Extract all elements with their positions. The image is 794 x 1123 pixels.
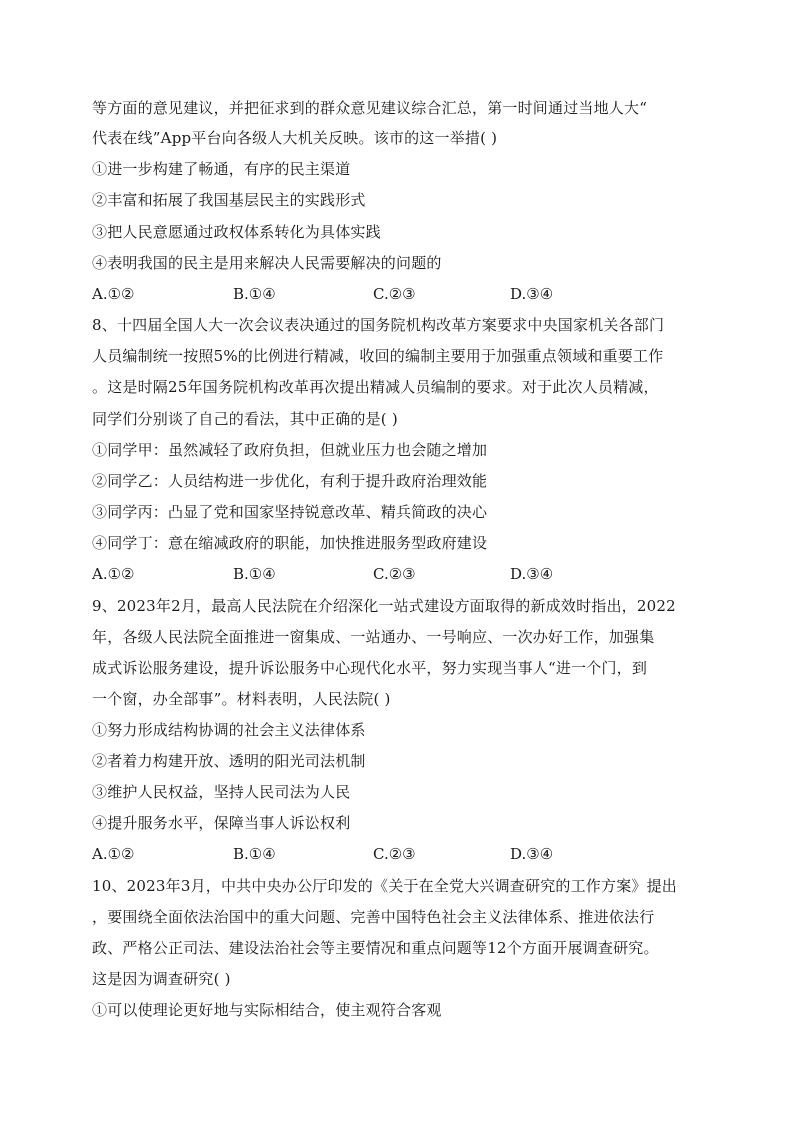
- q8-option-a[interactable]: A.①②: [92, 565, 135, 583]
- q10-statement-1: ①可以使理论更好地与实际相结合，使主观符合客观: [92, 1001, 442, 1019]
- q9-options: [92, 844, 712, 864]
- q9-stem-line-1: 9、2023年2月，最高人民法院在介绍深化一站式建设方面取得的新成效时指出，2022: [92, 597, 676, 615]
- q8-stem-line-2: 人员编制统一按照5%的比例进行精减，收回的编制主要用于加强重点领域和重要工作: [92, 347, 664, 365]
- q9-stem-line-3: 成式诉讼服务建设，提升诉讼服务中心现代化水平，努力实现当事人“进一个门，到: [92, 659, 648, 677]
- q7-statement-4: ④表明我国的民主是用来解决人民需要解决的问题的: [92, 254, 442, 272]
- q7-stem-line-1: 等方面的意见建议，并把征求到的群众意见建议综合汇总，第一时间通过当地人大“: [92, 99, 648, 117]
- q9-statement-4: ④提升服务水平，保障当事人诉讼权利: [92, 814, 351, 832]
- q7-stem-line-2: 代表在线”App平台向各级人大机关反映。该市的这一举措( ): [92, 129, 498, 147]
- q7-option-d[interactable]: D.③④: [510, 285, 554, 303]
- q9-stem-line-2: 年，各级人民法院全面推进一窗集成、一站通办、一号响应、一次办好工作，加强集: [92, 628, 655, 646]
- q9-statement-3: ③维护人民权益，坚持人民司法为人民: [92, 783, 351, 801]
- q7-statement-3: ③把人民意愿通过政权体系转化为具体实践: [92, 223, 381, 241]
- q9-option-c[interactable]: C.②③: [373, 845, 416, 863]
- q10-stem-line-1: 10、2023年3月，中共中央办公厅印发的《关于在全党大兴调查研究的工作方案》提出: [92, 877, 678, 895]
- q9-option-b[interactable]: B.①④: [233, 845, 276, 863]
- q7-option-a[interactable]: A.①②: [92, 285, 135, 303]
- q8-statement-1: ①同学甲：虽然减轻了政府负担，但就业压力也会随之增加: [92, 441, 488, 459]
- q8-statement-4: ④同学丁：意在缩减政府的职能，加快推进服务型政府建设: [92, 534, 488, 552]
- q8-option-b[interactable]: B.①④: [233, 565, 276, 583]
- q10-stem-line-2: ，要围绕全面依法治国中的重大问题、完善中国特色社会主义法律体系、推进依法行: [92, 908, 655, 926]
- q10-stem-line-4: 这是因为调查研究( ): [92, 970, 231, 988]
- q9-statement-1: ①努力形成结构协调的社会主义法律体系: [92, 721, 366, 739]
- q8-stem-line-4: 同学们分别谈了自己的看法，其中正确的是( ): [92, 410, 398, 428]
- q8-options: [92, 564, 712, 584]
- q8-statement-2: ②同学乙：人员结构进一步优化，有利于提升政府治理效能: [92, 472, 488, 490]
- q7-statement-1: ①进一步构建了畅通，有序的民主渠道: [92, 160, 351, 178]
- q8-stem-line-1: 8、十四届全国人大一次会议表决通过的国务院机构改革方案要求中央国家机关各部门: [92, 316, 665, 334]
- q10-stem-line-3: 政、严格公正司法、建设法治社会等主要情况和重点问题等12个方面开展调查研究。: [92, 939, 659, 957]
- q8-option-d[interactable]: D.③④: [510, 565, 554, 583]
- q9-option-a[interactable]: A.①②: [92, 845, 135, 863]
- q9-stem-line-4: 一个窗，办全部事”。材料表明，人民法院( ): [92, 690, 391, 708]
- q9-statement-2: ②者着力构建开放、透明的阳光司法机制: [92, 752, 366, 770]
- q8-statement-3: ③同学丙：凸显了党和国家坚持锐意改革、精兵简政的决心: [92, 503, 488, 521]
- q8-option-c[interactable]: C.②③: [373, 565, 416, 583]
- q7-statement-2: ②丰富和拓展了我国基层民主的实践形式: [92, 191, 366, 209]
- q7-option-b[interactable]: B.①④: [233, 285, 276, 303]
- q7-option-c[interactable]: C.②③: [373, 285, 416, 303]
- q8-stem-line-3: 。这是时隔25年国务院机构改革再次提出精减人员编制的要求。对于此次人员精减，: [92, 378, 659, 396]
- q9-option-d[interactable]: D.③④: [510, 845, 554, 863]
- q7-options: [92, 284, 712, 304]
